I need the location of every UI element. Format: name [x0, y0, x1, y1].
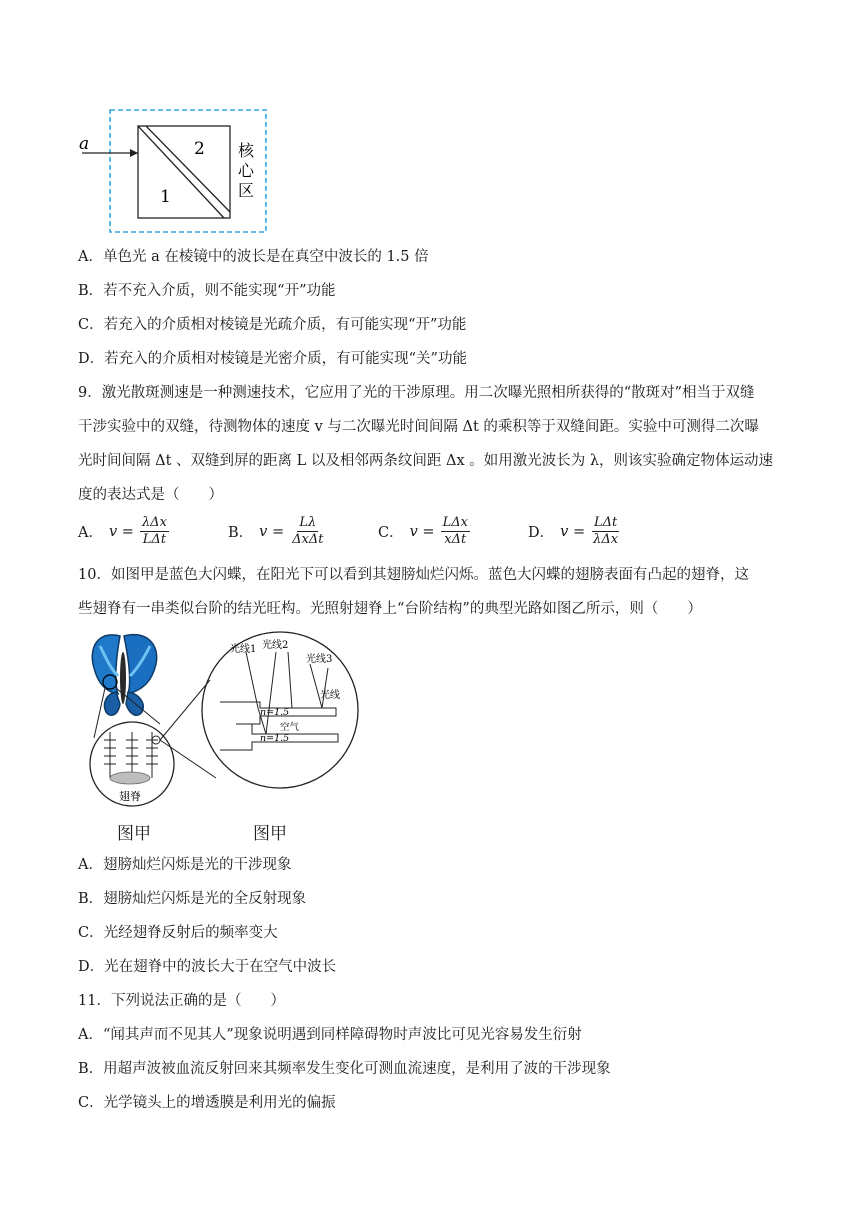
ray-label-4: 光线 — [320, 690, 340, 701]
prism-diagonal-2 — [146, 126, 230, 212]
q11-option-c: C．光学镜头上的增透膜是利用光的偏振 — [78, 1095, 336, 1111]
q9-option-denominator: ΔxΔt — [292, 532, 324, 547]
q9-option-denominator: LΔt — [142, 532, 167, 547]
q9-option-lhs: v = — [560, 523, 586, 540]
q11-stem: 11．下列说法正确的是（ ） — [78, 993, 285, 1009]
q9-option-letter: B． — [228, 525, 254, 541]
q11-option-b: B．用超声波被血流反射回来其频率发生变化可测血流速度，是利用了波的干涉现象 — [78, 1061, 611, 1077]
n-label-1: n=1.5 — [260, 707, 290, 718]
n-label-2: n=1.5 — [260, 733, 290, 744]
prism-outline — [138, 126, 230, 218]
q10-option-c: C．光经翅脊反射后的频率变大 — [78, 925, 278, 941]
q9-option-d — [528, 515, 620, 548]
ray-label-3: 光线3 — [306, 654, 333, 665]
butterfly-figure — [80, 628, 380, 818]
q9-option-c — [378, 515, 470, 548]
prism-figure — [74, 106, 274, 236]
q9-option-a — [78, 515, 169, 548]
ridge-base — [110, 772, 150, 784]
callout-line — [160, 740, 216, 778]
q9-option-numerator: Lλ — [299, 515, 317, 530]
incident-ray-arrow — [130, 149, 138, 157]
figure-caption-left: 图甲 — [117, 824, 151, 844]
ridge-trees — [104, 732, 158, 778]
q9-option-lhs: v = — [108, 523, 134, 540]
q9-option-numerator: λΔx — [141, 515, 167, 530]
prism-diagonal-1 — [138, 126, 224, 218]
q11-option-a: A．“闻其声而不见其人”现象说明遇到同样障碍物时声波比可见光容易发生衍射 — [78, 1027, 582, 1043]
q9-option-fraction — [591, 515, 620, 548]
ridge-label: 翅脊 — [119, 790, 141, 803]
region-label-2: 2 — [194, 139, 205, 159]
q9-option-lhs: v = — [409, 523, 435, 540]
air-label: 空气 — [280, 722, 300, 733]
callout-line — [94, 688, 105, 738]
q9-option-letter: A． — [78, 525, 103, 541]
q9-option-fraction — [140, 515, 169, 548]
q10-option-b: B．翅膀灿烂闪烁是光的全反射现象 — [78, 891, 307, 907]
q9-option-lhs: v = — [259, 523, 285, 540]
q9-option-numerator: LΔx — [442, 515, 468, 530]
q9-stem-line-2: 干涉实验中的双缝，待测物体的速度 v 与二次曝光时间间隔 Δt 的乘积等于双缝间距。实验中可测得二次曝 — [78, 419, 759, 435]
q8-option-a: A．单色光 a 在棱镜中的波长是在真空中波长的 1.5 倍 — [78, 249, 429, 265]
callout-line — [116, 688, 160, 724]
q10-stem-line-2: 些翅脊有一串类似台阶的结光旺构。光照射翅脊上“台阶结构”的典型光路如图乙所示，则（ ） — [78, 601, 702, 617]
ray-label-a: a — [79, 134, 90, 154]
core-area-char-1: 核 — [238, 141, 255, 160]
q9-stem-line-3: 光时间间隔 Δt 、双缝到屏的距离 L 以及相邻两条纹间距 Δx 。如用激光波长为 λ，则该实验确定物体运动速 — [78, 453, 774, 469]
q9-stem-line-4: 度的表达式是（ ） — [78, 487, 223, 503]
q9-option-numerator: LΔt — [593, 515, 618, 530]
q8-option-d: D．若充入的介质相对棱镜是光密介质，有可能实现“关”功能 — [78, 351, 467, 367]
q9-option-letter: C． — [378, 525, 404, 541]
q9-stem-line-1: 9．激光散斑测速是一种测速技术，它应用了光的干涉原理。用二次曝光照相所获得的“散斑对”相当于双缝 — [78, 385, 755, 401]
q9-option-denominator: λΔx — [593, 532, 619, 547]
q8-option-b: B．若不充入介质，则不能实现“开”功能 — [78, 283, 336, 299]
figure-caption-right: 图甲 — [253, 824, 287, 844]
q10-option-d: D．光在翅脊中的波长大于在空气中波长 — [78, 959, 337, 975]
region-label-1: 1 — [160, 187, 171, 207]
q8-option-c: C．若充入的介质相对棱镜是光疏介质，有可能实现“开”功能 — [78, 317, 467, 333]
q9-option-fraction — [441, 515, 470, 548]
q10-option-a: A．翅膀灿烂闪烁是光的干涉现象 — [78, 857, 292, 873]
q9-option-denominator: xΔt — [444, 532, 467, 547]
ray-label-1: 光线1 — [230, 644, 257, 655]
q9-option-b — [228, 515, 325, 548]
q9-option-fraction — [290, 515, 325, 548]
q10-stem-line-1: 10．如图甲是蓝色大闪蝶，在阳光下可以看到其翅膀灿烂闪烁。蓝色大闪蝶的翅膀表面有凸起的翅脊，这 — [78, 567, 749, 583]
core-area-char-2: 心 — [238, 161, 255, 180]
core-area-char-3: 区 — [238, 181, 255, 200]
q9-option-letter: D． — [528, 525, 555, 541]
ray-label-2: 光线2 — [262, 640, 289, 651]
